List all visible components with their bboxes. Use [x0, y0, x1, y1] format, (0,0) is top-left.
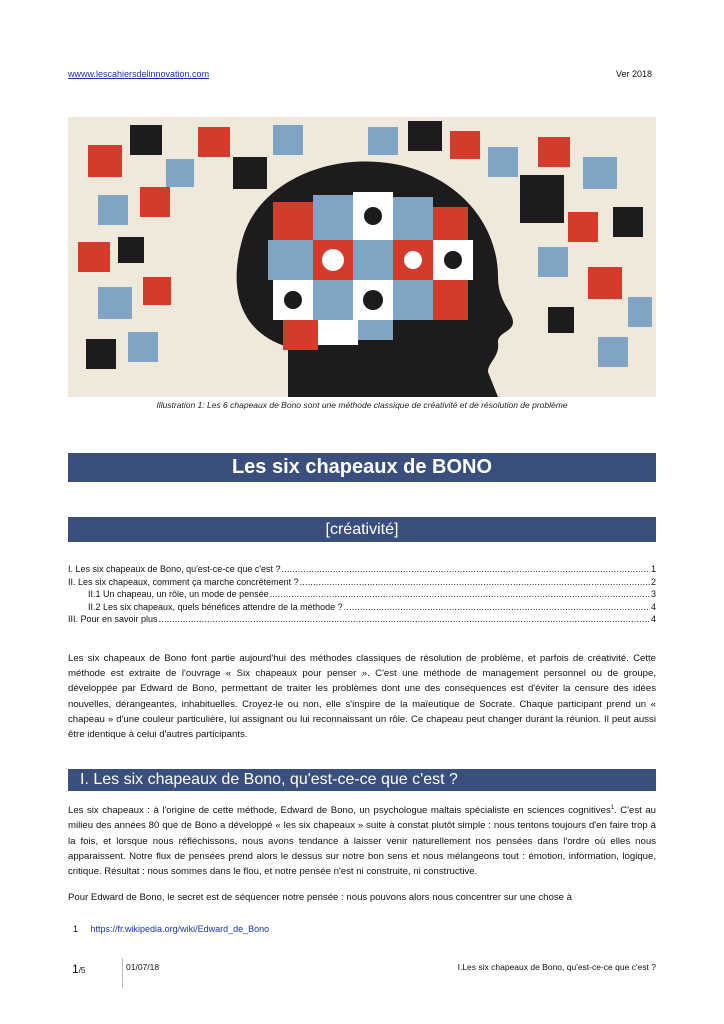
paragraph-text: Les six chapeaux : à l'origine de cette méthode, Edward de Bono, un psychologue maltais spécialiste en sciences cognitives: [68, 805, 611, 817]
toc-entry[interactable]: [68, 588, 656, 601]
toc-entry-label: II.1 Un chapeau, un rôle, un mode de pensée: [88, 589, 269, 599]
toc-entry-page: 4: [650, 601, 656, 612]
footnote-number: 1: [73, 924, 79, 934]
toc-dots: [270, 588, 650, 601]
footer-date: 01/07/18: [126, 962, 160, 972]
toc-entry[interactable]: [68, 563, 656, 576]
toc-dots: [344, 601, 650, 614]
illustration: [68, 117, 656, 397]
page-header: [68, 69, 652, 83]
section-heading: I. Les six chapeaux de Bono, qu'est-ce-ce que c'est ?: [68, 769, 656, 791]
toc-dots: [159, 613, 650, 626]
paragraph-text: . C'est au milieu des années 80 que de Bono a développé « les six chapeaux » suite à constat plutôt simple : nous tentons toujours d'en faire trop à la fois, et lorsque nous réfléchissons, nous avons tendance à laisser venir naturellement nos pensées dans l'ordre où elles nous apparaissent. Notre flux de pensées prend alors le dessus sur notre bon sens et nous mélangeons tout : émotion, information, logique, critique. Résultat : nous sommes dans le flou, et notre pensée n'est ni construite, ni constructive.: [68, 805, 656, 877]
toc-dots: [300, 576, 650, 589]
section-paragraph: [68, 801, 656, 879]
puzzle-head-image: [68, 117, 656, 397]
footnote: [73, 924, 269, 934]
footnote-link[interactable]: https://fr.wikipedia.org/wiki/Edward_de_Bono: [90, 924, 270, 934]
toc-entry-label: III. Pour en savoir plus: [68, 614, 158, 624]
toc-entry[interactable]: [68, 601, 656, 614]
toc-entry[interactable]: [68, 576, 656, 589]
page-number: [72, 962, 85, 976]
section-paragraph: Pour Edward de Bono, le secret est de séquencer notre pensée : nous pouvons alors nous concentrer sur une chose à: [68, 892, 572, 903]
website-link[interactable]: wwww.lescahiersdelinnovation.com: [68, 69, 210, 79]
page-total: /5: [78, 966, 86, 975]
page-footer: [68, 962, 656, 992]
toc-dots: [282, 563, 650, 576]
page-current: 1: [72, 962, 79, 976]
illustration-caption: Illustration 1: Les 6 chapeaux de Bono sont une méthode classique de créativité et de résolution de problème: [156, 400, 568, 410]
intro-paragraph: Les six chapeaux de Bono font partie aujourd'hui des méthodes classiques de résolution de problème, et parfois de créativité. Cette méthode est extraite de l'ouvrage « Six chapeaux pour penser ». C'est une méthode de management personnel ou de groupe, développée par Edward de Bono, permettant de traiter les problèmes dont une des conséquences est d'éviter la censure des idées nouvelles, dérangeantes, inhabituelles. Croyez-le ou non, elle s'inspire de la maïeutique de Socrate. Chaque participant prend un « chapeau » d'une couleur particulière, lui assignant ou lui reconnaissant un rôle. Ce chapeau peut changer durant la réunion. Il peut aussi être identique à celui d'autres participants.: [68, 653, 656, 741]
version-label: Ver 2018: [615, 69, 652, 79]
table-of-contents: [68, 563, 656, 626]
toc-entry-label: II.2 Les six chapeaux, quels bénéfices attendre de la méthode ?: [88, 601, 343, 612]
footer-divider: [122, 958, 123, 988]
toc-entry-label: II. Les six chapeaux, comment ça marche concrètement ?: [68, 576, 299, 587]
footnote-mark[interactable]: 1: [610, 805, 615, 811]
toc-entry-page: 1: [650, 564, 656, 574]
toc-entry-page: 4: [650, 614, 656, 624]
footer-section-title: I.Les six chapeaux de Bono, qu'est-ce-ce que c'est ?: [457, 962, 656, 972]
toc-entry-label: I. Les six chapeaux de Bono, qu'est-ce-ce que c'est ?: [68, 564, 281, 574]
toc-entry[interactable]: [68, 613, 656, 626]
toc-entry-page: 3: [650, 589, 656, 599]
toc-entry-page: 2: [650, 576, 656, 587]
document-subtitle: [créativité]: [68, 517, 656, 542]
document-title: Les six chapeaux de BONO: [68, 453, 656, 482]
